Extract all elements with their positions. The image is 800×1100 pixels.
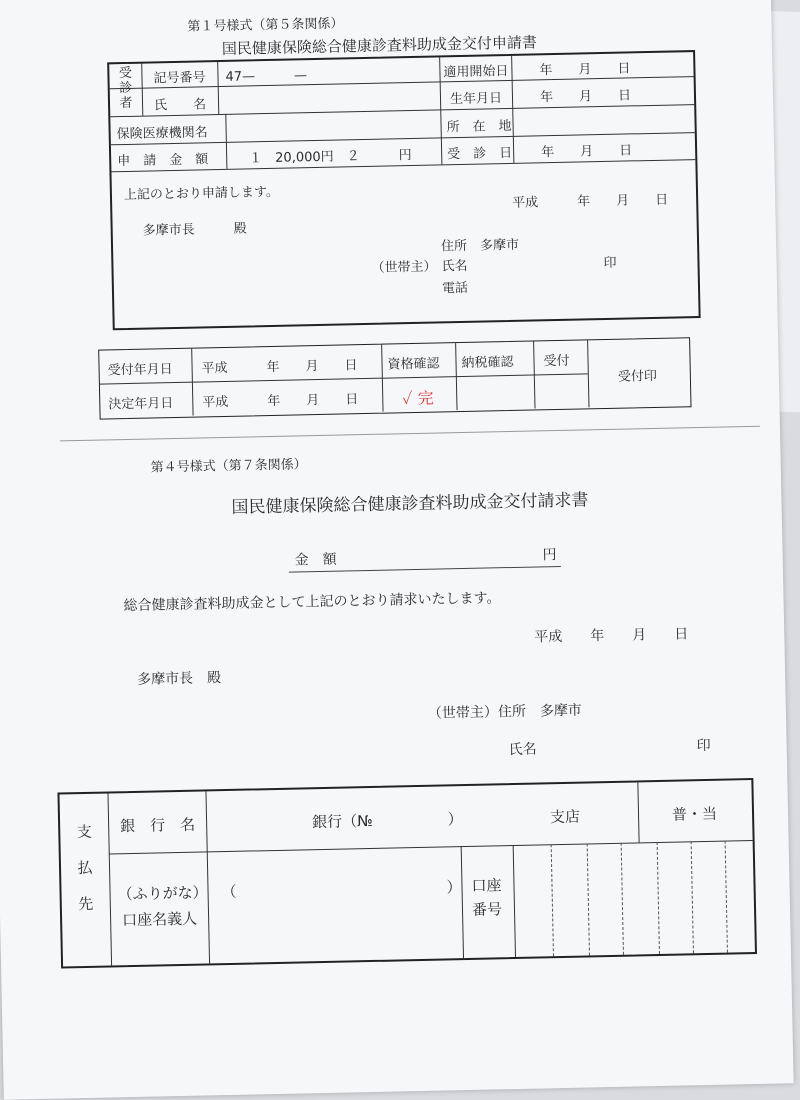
start-date-label: 適用開始日 xyxy=(443,63,509,81)
birth-label: 生年月日 xyxy=(449,91,503,108)
amount-value: １ 20,000円 ２ 円 xyxy=(249,148,412,167)
applicant-address: 住所 多摩市 xyxy=(440,237,520,255)
claim-date: 平成 年 月 日 xyxy=(534,626,689,646)
symbol-number-label: 記号番号 xyxy=(153,70,206,87)
eligibility-check-mark: ✓ 完 xyxy=(402,388,434,409)
application-date: 平成 年 月 日 xyxy=(512,192,669,211)
application-table xyxy=(107,50,700,330)
applicant-name: 氏名 xyxy=(441,258,468,275)
claim-mayor: 多摩市長 殿 xyxy=(136,670,222,688)
branch-label: 支店 xyxy=(549,807,581,827)
mayor-address: 多摩市長 殿 xyxy=(142,221,247,239)
form1-title: 国民健康保険総合健康診査料助成金交付申請書 xyxy=(221,33,538,58)
householder-label: （世帯主） xyxy=(371,259,437,276)
form4-title: 国民健康保険総合健康診査料助成金交付請求書 xyxy=(231,490,589,518)
stamp-label: 受付印 xyxy=(617,368,658,385)
account-holder-label: 口座名義人 xyxy=(121,909,198,930)
claim-address: （世帯主）住所 多摩市 xyxy=(427,702,583,722)
symbol-number-value: 47— — xyxy=(225,68,308,85)
reception-label: 受付 xyxy=(543,353,570,370)
office-use-table xyxy=(98,337,691,419)
account-number-label: 口座番号 xyxy=(471,876,503,919)
account-holder-field: （ ） xyxy=(221,878,462,902)
applicant-phone: 電話 xyxy=(441,280,469,297)
form4-number: 第４号様式（第７条関係） xyxy=(150,457,307,476)
claim-seal: 印 xyxy=(696,737,711,755)
seal-mark: 印 xyxy=(603,255,617,272)
received-date-value: 平成 年 月 日 xyxy=(201,358,358,377)
institution-label: 保険医療機関名 xyxy=(116,125,208,143)
claim-name: 氏名 xyxy=(508,741,537,759)
patient-label: 受診者 xyxy=(118,65,133,111)
payment-table xyxy=(57,778,757,969)
start-date-value: 年 月 日 xyxy=(539,61,631,79)
amount-label: 申 請 金 額 xyxy=(117,152,209,170)
birth-value: 年 月 日 xyxy=(539,88,632,106)
claim-yen: 円 xyxy=(542,547,557,564)
tax-label: 納税確認 xyxy=(461,354,514,372)
name-label: 氏 名 xyxy=(153,97,207,114)
kana-label: （ふりがな） xyxy=(117,883,208,904)
visit-label: 受 診 日 xyxy=(447,145,513,163)
bank-value: 銀行（№ ） xyxy=(311,810,463,832)
form1-number: 第１号様式（第５条関係） xyxy=(187,16,344,35)
decided-date-label: 決定年月日 xyxy=(108,396,174,413)
address-label: 所 在 地 xyxy=(446,118,512,136)
decided-date-value: 平成 年 月 日 xyxy=(202,392,359,411)
account-type: 普・当 xyxy=(671,804,718,824)
claim-statement: 総合健康診査料助成金として上記のとおり請求いたします。 xyxy=(123,590,501,615)
application-statement: 上記のとおり申請します。 xyxy=(123,184,280,204)
claim-amount-label: 金 額 xyxy=(294,551,337,569)
section-divider xyxy=(60,426,760,442)
visit-value: 年 月 日 xyxy=(541,143,633,161)
pay-to-label: 支払先 xyxy=(76,822,94,914)
received-date-label: 受付年月日 xyxy=(107,362,173,379)
bank-name-label: 銀 行 名 xyxy=(119,815,196,836)
eligibility-label: 資格確認 xyxy=(387,356,440,373)
